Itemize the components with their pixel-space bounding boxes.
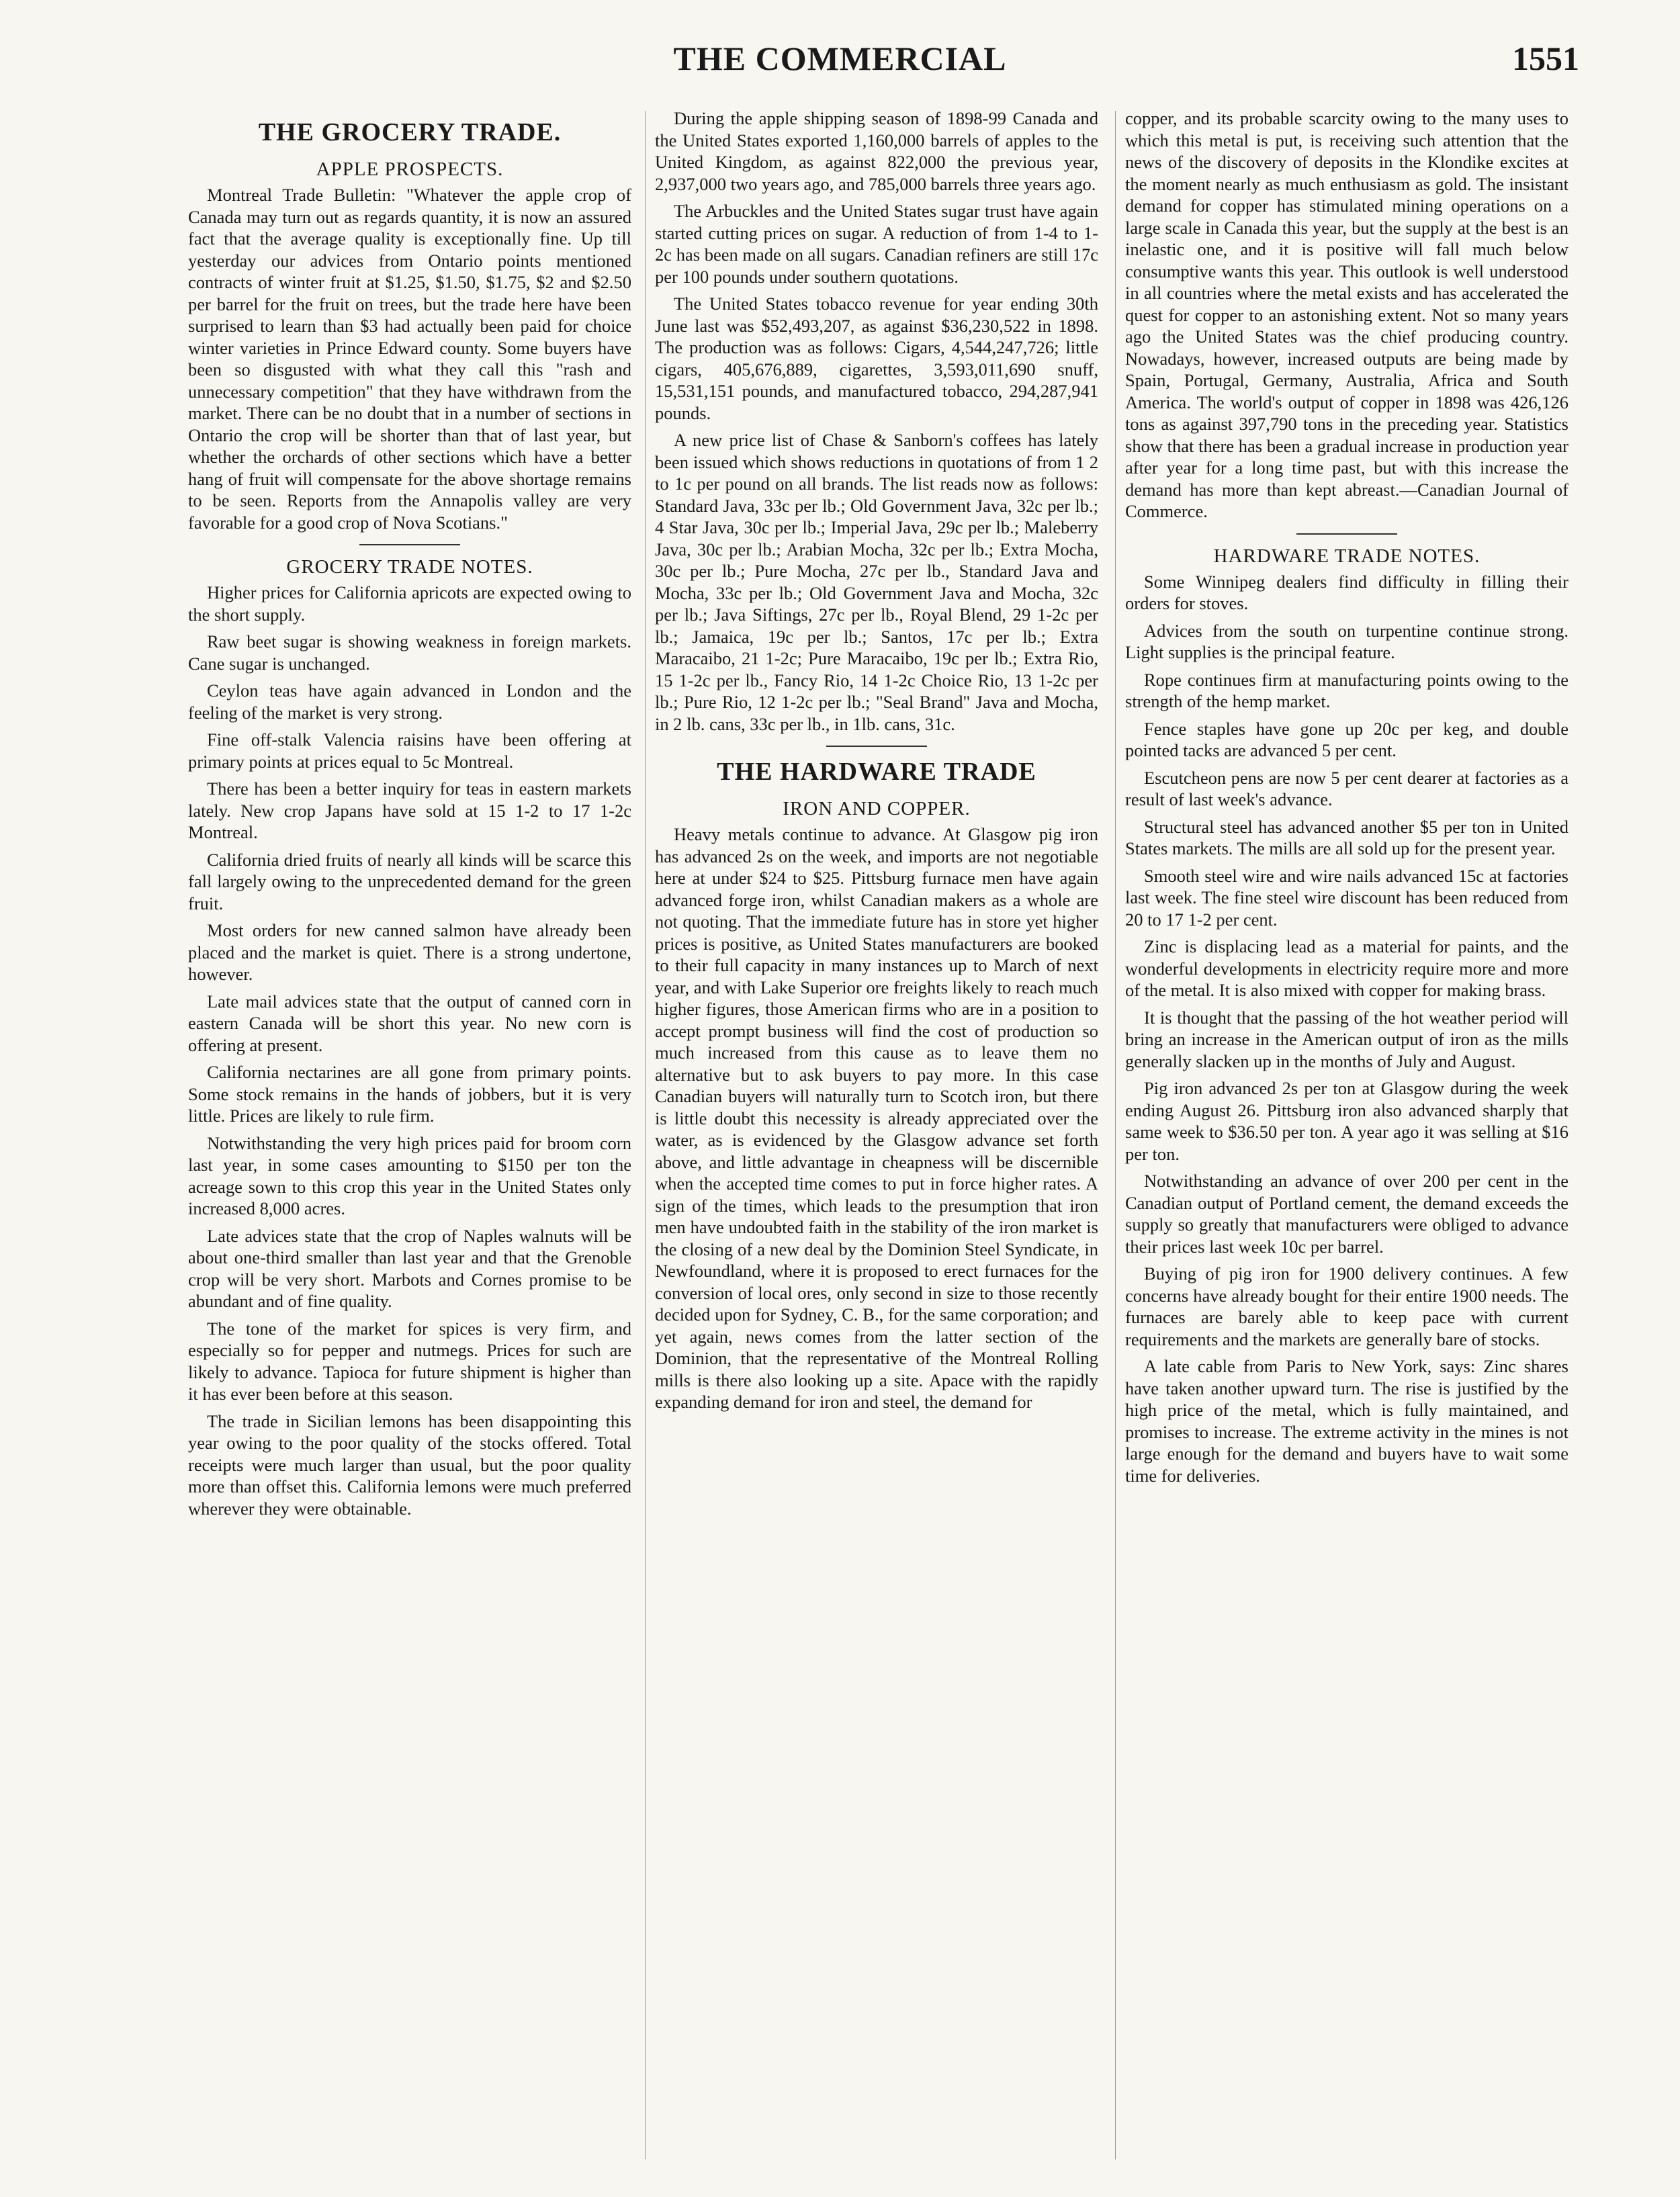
paragraph: Heavy metals continue to advance. At Glasgow pig iron has advanced 2s on the week, and imports are not negotiable here at under $24 to $25. Pittsburg furnace men have again advanced forge iron, whilst Canadian makers as a whole are not quoting. That the immediate future has in store yet higher prices is positive, as United States manufacturers are booked to their full capacity in many instances up to March of next year, and with Lake Superior ore freights likely to reach much higher figures, those American firms who are in a position to accept prompt business will find the cost of production so much increased from this cause as to leave them no alternative but to ask buyers to pay more. In this case Canadian buyers will naturally turn to Scotch iron, but there is little doubt this necessity is already appreciated over the water, as is evidenced by the Glasgow advance set forth above, and little advantage in cheapness will be discernible when the accepted time comes to put in force higher rates. A sign of the times, which leads to the presumption that iron men have undoubted faith in the stability of the iron market is the closing of a new deal by the Dominion Steel Syndicate, in Newfoundland, where it is proposed to erect furnaces for the conversion of local ores, only second in size to those recently decided upon for Sydney, C. B., for the same corporation; and yet again, news comes from the latter section of the Dominion, that the representative of the Montreal Rolling mills is there also looking up a site. Apace with the rapidly expanding demand for iron and steel, the demand for bbox=[655, 824, 1098, 1412]
section-title-hardware: THE HARDWARE TRADE bbox=[717, 758, 1036, 786]
divider bbox=[826, 746, 927, 747]
paragraph: The Arbuckles and the United States sugar trust have again started cutting prices on sugar. A reduction of from 1-4 to 1-2c has been made on all sugars. Canadian refiners are still 17c per 100 pounds under southern quotations. bbox=[655, 201, 1098, 287]
paragraph: During the apple shipping season of 1898-99 Canada and the United States exported 1,160,000 barrels of apples to the United Kingdom, as against 822,000 the previous year, 2,937,000 two years ago, and 785,000 barrels three years ago. bbox=[655, 108, 1098, 194]
running-title: THE COMMERCIAL bbox=[673, 40, 1007, 77]
paragraph: The trade in Sicilian lemons has been disappointing this year owing to the poor quality of the stocks offered. Total receipts were much larger than usual, but the poor quality more than offset this. California lemons were much preferred wherever they were obtainable. bbox=[188, 1410, 631, 1519]
column-grocery bbox=[188, 107, 631, 2163]
paragraph: Smooth steel wire and wire nails advanced 15c at factories last week. The fine steel wire discount has been reduced from 20 to 17 1-2 per cent. bbox=[1125, 865, 1568, 930]
divider bbox=[1296, 533, 1397, 535]
paragraph: Buying of pig iron for 1900 delivery continues. A few concerns have already bought for their entire 1900 needs. The furnaces are barely able to keep pace with current requirements and the markets are generally bare of stocks. bbox=[1125, 1263, 1568, 1349]
paragraph: California nectarines are all gone from primary points. Some stock remains in the hands of jobbers, but it is very little. Prices are likely to rule firm. bbox=[188, 1062, 631, 1126]
subhead-apple-prospects: APPLE PROSPECTS. bbox=[316, 159, 504, 180]
paragraph: It is thought that the passing of the hot weather period will bring an increase in the American output of iron as the mills generally slacken up in the months of July and August. bbox=[1125, 1007, 1568, 1071]
paragraph: California dried fruits of nearly all kinds will be scarce this fall largely owing to the unprecedented demand for the green fruit. bbox=[188, 849, 631, 913]
paragraph: The tone of the market for spices is very firm, and especially so for pepper and nutmegs. Prices for such are likely to advance. Tapioca for future shipment is higher than it has ever been before at this season. bbox=[188, 1318, 631, 1404]
column-middle bbox=[655, 107, 1098, 2163]
paragraph: Zinc is displacing lead as a material for paints, and the wonderful developments in electricity require more and more of the metal. It is also mixed with copper for making brass. bbox=[1125, 936, 1568, 1000]
paragraph: Montreal Trade Bulletin: "Whatever the apple crop of Canada may turn out as regards quantity, it is now an assured fact that the average quality is exceptionally fine. Up till yesterday our advices from Ontario points mentioned contracts of winter fruit at $1.25, $1.50, $1.75, $2 and $2.50 per barrel for the fruit on trees, but the trade here have been surprised to learn than $3 had actually been paid for choice winter varieties in Prince Edward county. Some buyers have been so disgusted with what they call this "rash and unnecessary competition" that they have withdrawn from the market. There can be no doubt that in a number of sections in Ontario the crop will be shorter than that of last year, but whether the orchards of other sections which have a better hang of fruit will compensate for the above shortage remains to be seen. Reports from the Annapolis valley are very favorable for a good crop of Nova Scotians." bbox=[188, 185, 631, 533]
paragraph: Late mail advices state that the output of canned corn in eastern Canada will be short this year. No new corn is offering at present. bbox=[188, 991, 631, 1055]
paragraph: Escutcheon pens are now 5 per cent dearer at factories as a result of last week's advance. bbox=[1125, 767, 1568, 809]
page-number: 1551 bbox=[1512, 40, 1579, 77]
section-title-grocery: THE GROCERY TRADE. bbox=[258, 118, 562, 146]
subhead-hardware-notes: HARDWARE TRADE NOTES. bbox=[1213, 545, 1480, 567]
paragraph-continued: copper, and its probable scarcity owing to the many uses to which this metal is put, is receiving such attention that the news of the discovery of deposits in the Klondike excites at the moment nearly as much enthusiasm as gold. The insistant demand for copper has stimulated mining operations on a large scale in Canada this year, but the supply at the best is an inelastic one, and it is positive will fall much below consumptive wants this year. This outlook is well understood in all countries where the metal exists and has accelerated the quest for copper to an astonishing extent. Not so many years ago the United States was the chief producing country. Nowadays, however, increased outputs are being made by Spain, Portugal, Germany, Australia, Africa and South America. The world's output of copper in 1898 was 426,126 tons as against 397,790 tons in the preceding year. Statistics show that there has been a gradual increase in production year after year for a long time past, but with this increase the demand has more than kept abreast.—Canadian Journal of Commerce. bbox=[1125, 108, 1568, 521]
paragraph: Notwithstanding the very high prices paid for broom corn last year, in some cases amounting to $150 per ton the acreage sown to this crop this year in the United States only increased 8,000 acres. bbox=[188, 1132, 631, 1218]
paragraph: Late advices state that the crop of Naples walnuts will be about one-third smaller than last year and that the Grenoble crop will be very short. Marbots and Cornes promise to be abundant and of fine quality. bbox=[188, 1225, 631, 1311]
paragraph: Raw beet sugar is showing weakness in foreign markets. Cane sugar is unchanged. bbox=[188, 631, 631, 674]
paragraph: There has been a better inquiry for teas in eastern markets lately. New crop Japans have sold at 15 1-2 to 17 1-2c Montreal. bbox=[188, 778, 631, 842]
paragraph: Higher prices for California apricots are expected owing to the short supply. bbox=[188, 582, 631, 625]
paragraph: A new price list of Chase & Sanborn's coffees has lately been issued which shows reductions in quotations of from 1 2 to 1c per pound on all brands. The list reads now as follows: Standard Java, 33c per lb.; Old Government Java, 32c per lb.; 4 Star Java, 30c per lb.; Imperial Java, 29c per lb.; Maleberry Java, 30c per lb.; Arabian Mocha, 32c per lb.; Extra Mocha, 30c per lb.; Pure Mocha, 27c per lb., Standard Java and Mocha, 33c per lb.; Old Government Java and Mocha, 32c per lb.; Java Siftings, 27c per lb., Royal Blend, 29 1-2c per lb.; Jamaica, 19c per lb.; Santos, 17c per lb.; Extra Maracaibo, 21 1-2c; Pure Maracaibo, 19c per lb.; Extra Rio, 15 1-2c per lb., Fancy Rio, 14 1-2c Choice Rio, 13 1-2c per lb.; Pure Rio, 12 1-2c per lb.; "Seal Brand" Java and Mocha, in 2 lb. cans, 33c per lb., in 1lb. cans, 31c. bbox=[655, 430, 1098, 734]
subhead-grocery-notes: GROCERY TRADE NOTES. bbox=[286, 556, 533, 578]
paragraph: Some Winnipeg dealers find difficulty in filling their orders for stoves. bbox=[1125, 571, 1568, 613]
paragraph: Rope continues firm at manufacturing points owing to the strength of the hemp market. bbox=[1125, 669, 1568, 711]
page-header bbox=[0, 39, 1680, 93]
column-rule-2 bbox=[1115, 111, 1116, 2159]
paragraph: Ceylon teas have again advanced in London and the feeling of the market is very strong. bbox=[188, 680, 631, 723]
paragraph: Fence staples have gone up 20c per keg, and double pointed tacks are advanced 5 per cent. bbox=[1125, 718, 1568, 760]
paragraph: The United States tobacco revenue for year ending 30th June last was $52,493,207, as against $36,230,522 in 1898. The production was as follows: Cigars, 4,544,247,726; little cigars, 405,676,889, cigarettes, 3,593,011,690 snuff, 15,531,151 pounds, and manufactured tobacco, 294,287,941 pounds. bbox=[655, 294, 1098, 423]
subhead-iron-and-copper: IRON AND COPPER. bbox=[783, 798, 971, 819]
paragraph: Advices from the south on turpentine continue strong. Light supplies is the principal feature. bbox=[1125, 620, 1568, 662]
paragraph: Pig iron advanced 2s per ton at Glasgow during the week ending August 26. Pittsburg iron also advanced sharply that same week to $36.50 per ton. A year ago it was selling at $16 per ton. bbox=[1125, 1078, 1568, 1164]
paragraph: Most orders for new canned salmon have already been placed and the market is quiet. There is a strong undertone, however. bbox=[188, 920, 631, 984]
paragraph: Fine off-stalk Valencia raisins have been offering at primary points at prices equal to 5c Montreal. bbox=[188, 729, 631, 772]
column-rule-1 bbox=[645, 111, 646, 2159]
paragraph: Notwithstanding an advance of over 200 per cent in the Canadian output of Portland cement, the demand exceeds the supply so greatly that manufacturers were obliged to advance their prices last week 10c per barrel. bbox=[1125, 1171, 1568, 1257]
divider bbox=[359, 544, 460, 545]
paragraph: A late cable from Paris to New York, says: Zinc shares have taken another upward turn. The rise is justified by the high price of the metal, which is fully maintained, and promises to increase. The extreme activity in the mines is not large enough for the demand and buyers have to wait some time for deliveries. bbox=[1125, 1356, 1568, 1486]
column-right bbox=[1125, 107, 1568, 2163]
paragraph: Structural steel has advanced another $5 per ton in United States markets. The mills are all sold up for the present year. bbox=[1125, 816, 1568, 858]
